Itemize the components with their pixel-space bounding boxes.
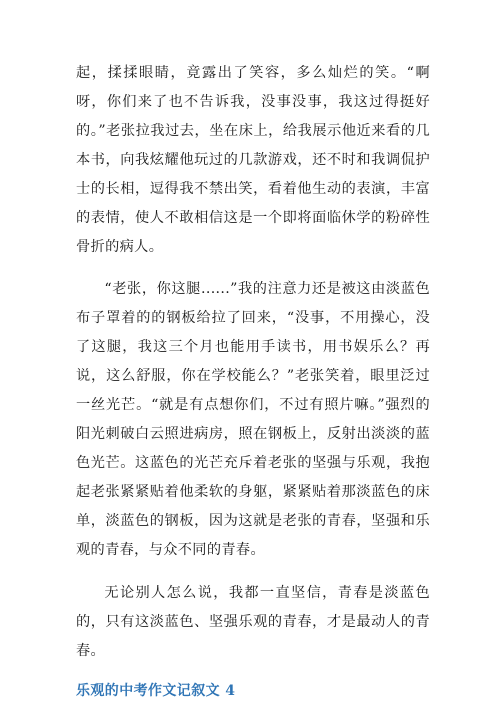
- paragraph-3: 无论别人怎么说，我都一直坚信，青春是淡蓝色的，只有这淡蓝色、坚强乐观的青春，才是最动人的青春。: [76, 585, 430, 659]
- section-heading: 乐观的中考作文记叙文 4: [76, 683, 236, 699]
- paragraph-1: 起，揉揉眼睛，竟露出了笑容，多么灿烂的笑。“啊呀，你们来了也不告诉我，没事没事，我这过得挺好的。”老张拉我过去，坐在床上，给我展示他近来看的几本书，向我炫耀他玩过的几款游戏，还不时和我调侃护士的长相，逗得我不禁出笑，看着他生动的表演，丰富的表情，使人不敢相信这是一个即将面临休学的粉碎性骨折的病人。: [76, 65, 430, 255]
- paragraph-2: “老张，你这腿......”我的注意力还是被这由淡蓝色布子罩着的的钢板给拉了回来，“没事，不用操心，没了这腿，我这三个月也能用手读书，用书娱乐么？再说，这么舒服，你在学校能么？”老张笑着，眼里泛过一丝光芒。“就是有点想你们，不过有照片嘛。”强烈的阳光刺破白云照进病房，照在钢板上，反射出淡淡的蓝色光芒。这蓝色的光芒充斥着老张的坚强与乐观，我抱起老张紧紧贴着他柔软的身躯，紧紧贴着那淡蓝色的床单，淡蓝色的钢板，因为这就是老张的青春，坚强和乐观的青春，与众不同的青春。: [76, 281, 430, 558]
